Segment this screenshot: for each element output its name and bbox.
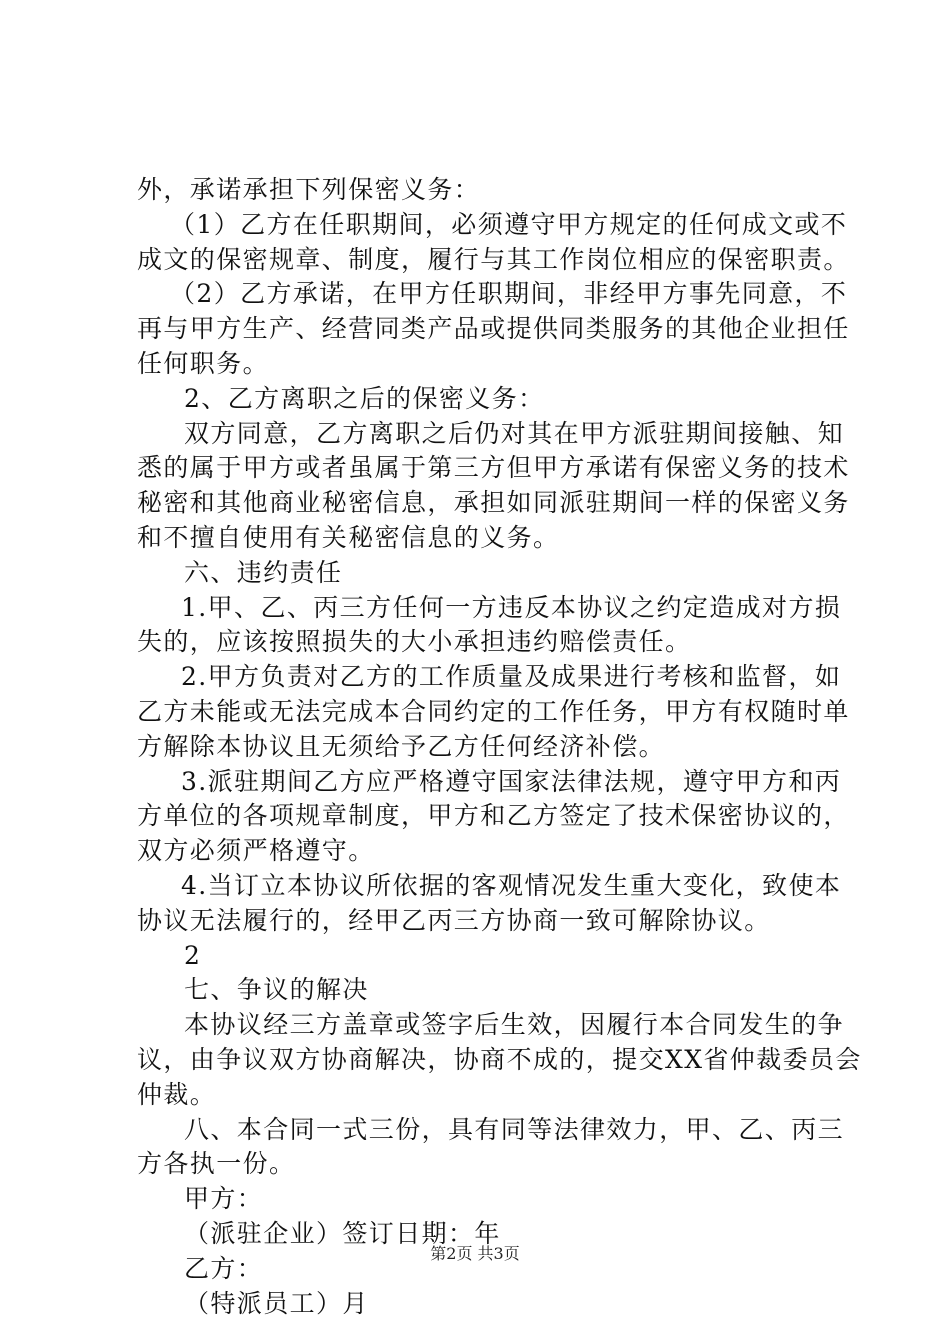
text-line: 任何职务。 bbox=[137, 348, 270, 378]
text-line: 乙方未能或无法完成本合同约定的工作任务，甲方有权随时单 bbox=[137, 696, 850, 726]
text-line: 方解除本协议且无须给予乙方任何经济补偿。 bbox=[137, 731, 666, 761]
text-line: 议，由争议双方协商解决，协商不成的，提交XX省仲裁委员会 bbox=[137, 1044, 862, 1074]
section-heading: 2、乙方离职之后的保密义务： bbox=[184, 383, 545, 413]
text-line: 悉的属于甲方或者虽属于第三方但甲方承诺有保密义务的技术 bbox=[137, 453, 850, 483]
page-number-label: 第2页 共3页 bbox=[430, 1244, 520, 1263]
text-line: 仲裁。 bbox=[137, 1079, 217, 1109]
text-line: 本协议经三方盖章或签字后生效，因履行本合同发生的争 bbox=[184, 1010, 845, 1040]
text-line: 再与甲方生产、经营同类产品或提供同类服务的其他企业担任 bbox=[137, 314, 850, 344]
section-heading: 八、本合同一式三份，具有同等法律效力，甲、乙、丙三 bbox=[184, 1114, 845, 1144]
text-line: 2.甲方负责对乙方的工作质量及成果进行考核和监督，如 bbox=[181, 662, 842, 692]
section-heading: 七、争议的解决 bbox=[184, 975, 369, 1005]
signature-label: （特派员工）月 bbox=[184, 1288, 369, 1318]
text-line: 3.派驻期间乙方应严格遵守国家法律法规，遵守甲方和丙 bbox=[181, 766, 842, 796]
text-line: 秘密和其他商业秘密信息，承担如同派驻期间一样的保密义务 bbox=[137, 488, 850, 518]
text-line: 1.甲、乙、丙三方任何一方违反本协议之约定造成对方损 bbox=[181, 592, 842, 622]
text-line: 成文的保密规章、制度，履行与其工作岗位相应的保密职责。 bbox=[137, 244, 850, 274]
text-line: （2）乙方承诺，在甲方任职期间，非经甲方事先同意，不 bbox=[170, 279, 848, 309]
text-line: 协议无法履行的，经甲乙丙三方协商一致可解除协议。 bbox=[137, 905, 771, 935]
text-line: 失的，应该按照损失的大小承担违约赔偿责任。 bbox=[137, 627, 692, 657]
text-line: 方各执一份。 bbox=[137, 1149, 296, 1179]
signature-label: 甲方： bbox=[184, 1184, 264, 1214]
text-line: 4.当订立本协议所依据的客观情况发生重大变化，致使本 bbox=[181, 870, 842, 900]
signature-label: 乙方： bbox=[184, 1253, 264, 1283]
signature-label: （派驻企业）签订日期：年 bbox=[184, 1218, 501, 1248]
text-line: 方单位的各项规章制度，甲方和乙方签定了技术保密协议的， bbox=[137, 801, 850, 831]
text-line: 双方同意，乙方离职之后仍对其在甲方派驻期间接触、知 bbox=[184, 418, 845, 448]
text-line: 和不擅自使用有关秘密信息的义务。 bbox=[137, 522, 560, 552]
page-footer bbox=[0, 1244, 950, 1264]
text-line: 双方必须严格遵守。 bbox=[137, 836, 375, 866]
section-heading: 六、违约责任 bbox=[184, 557, 343, 587]
text-line: （1）乙方在任职期间，必须遵守甲方规定的任何成文或不 bbox=[170, 209, 848, 239]
document-body bbox=[137, 173, 862, 1321]
text-line: 外，承诺承担下列保密义务： bbox=[137, 175, 481, 204]
inline-page-number: 2 bbox=[184, 940, 202, 970]
